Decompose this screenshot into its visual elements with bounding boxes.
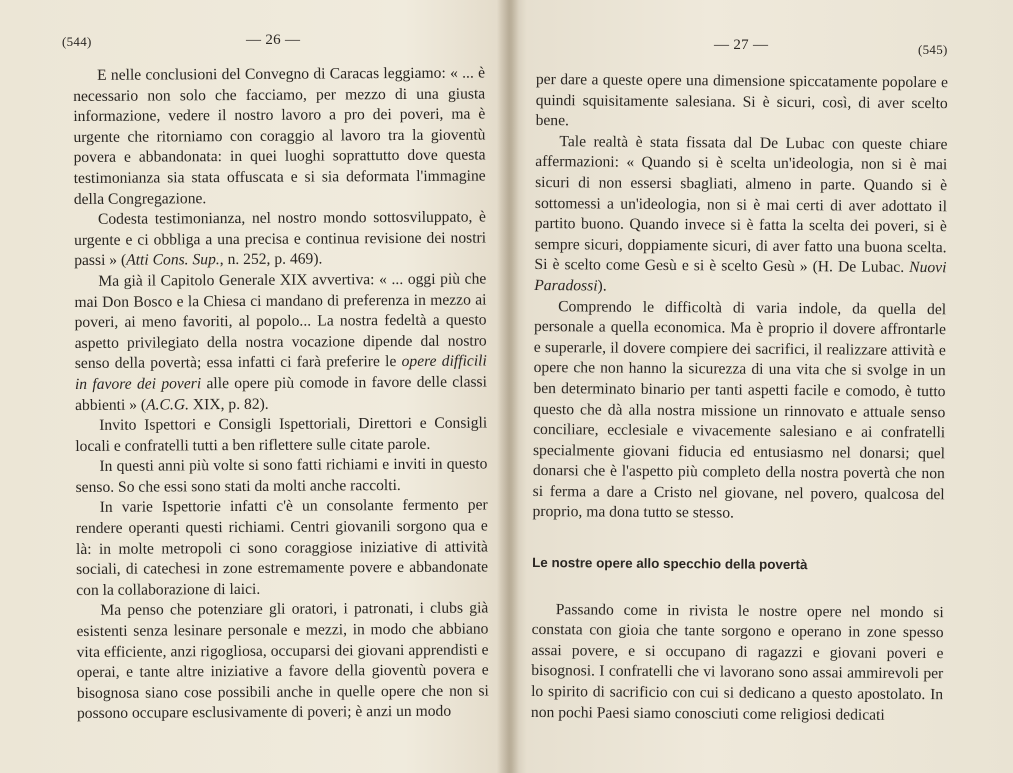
section-heading: Le nostre opere allo specchio della povertà: [532, 555, 808, 573]
paragraph: Invito Ispettori e Consigli Ispettoriali, Direttori e Consigli locali e confratelli tutti a ben riflettere sulle citate parole.: [75, 414, 488, 455]
right-page: [514, 0, 1013, 773]
paragraph: Codesta testimonianza, nel nostro mondo sottosviluppato, è urgente e ci obbliga a una precisa e continua revisione dei nostri passi » (Atti Cons. Sup., n. 252, p. 469).: [74, 208, 487, 270]
right-page-number: — 27 —: [714, 37, 769, 53]
right-page-body: [531, 70, 948, 726]
paragraph: Passando come in rivista le nostre opere nel mondo si constata con gioia che tante sorgono e operano in zone spesso assai povere, e si occupano di ragazzi e giovani poveri e bisognosi. I confratelli che vi lavorano sono assai ammirevoli per lo spirito di sacrificio con cui si dedicano a questo apostolato. In non pochi Paesi siamo conosciuti come religiosi dedicati: [530, 600, 944, 724]
paragraph: Ma già il Capitolo Generale XIX avvertiva: « ... oggi più che mai Don Bosco e la Chiesa ci mandano di preferenza in mezzo ai poveri, ai meno favoriti, al popolo... La nostra fedeltà a questo aspetto privilegiato della nostra vocazione dipende dal nostro senso della povertà; essa infatti ci farà preferire le opere difficili in favore dei poveri alle opere più comode in favore delle classi abbienti » (A.C.G. XIX, p. 82).: [74, 270, 487, 414]
paragraph: per dare a queste opere una dimensione spiccatamente popolare e quindi squisitamente salesiana. Si è sicuri, così, di aver scelto bene.: [535, 70, 948, 130]
left-section-number: (544): [62, 34, 92, 49]
paragraph: Tale realtà è stata fissata dal De Lubac con queste chiare affermazioni: « Quando si è scelta un'ideologia, non si è mai sicuri di non essersi sbagliati, almeno in parte. Quando si è sottomessi a un'ideologia, non si è mai certi di aver adottato il partito buono. Quando invece si è fatta la scelta dei poveri, si è sempre sicuri, doppiamente sicuri, di aver fatto una buona scelta. Si è scelto come Gesù e si è scelto Gesù » (H. De Lubac. Nuovi Paradossi).: [534, 132, 948, 295]
right-section-number: (545): [918, 42, 948, 57]
paragraph: Ma penso che potenziare gli oratori, i patronati, i clubs già esistenti senza lesinare personale e mezzi, in modo che abbiano vita efficiente, anzi rigogliosa, occuparsi dei giovani apprendisti e operai, e tante altre iniziative a favore della gioventù povera e bisognosa siano cose possibili anche in quelle opere che non si possono occupare esclusivamente di poveri; è anzi un modo: [76, 599, 489, 723]
left-page-number: — 26 —: [246, 32, 301, 48]
paragraph: Comprendo le difficoltà di varia indole, da quella del personale a quella economica. Ma è proprio il dovere affrontarle e superarle, il dovere compiere dei sacrifici, il realizzare attività e opere che non hanno la sicurezza di una vita che si svolge in un ben determinato binario per tanti aspetti facile e comodo, è tutto questo che dà alla nostra missione un rinnovato e attuale senso conciliare, ecclesiale e vivacemente salesiano e ai confratelli specialmente giovani fiducia ed entusiasmo nel donarsi; quel donarsi che è l'aspetto più completo della nostra povertà che non si ferma a dare a Cristo nel giovane, nel povero, qualcosa del proprio, ma dona tutto se stesso.: [532, 297, 947, 523]
paragraph: In varie Ispettorie infatti c'è un consolante fermento per rendere operanti questi richiami. Centri giovanili sorgono qua e là: in molte metropoli ci sono coraggiose iniziative di attività sociali, di catechesi in zone estremamente povere e abbandonate con la collaborazione di laici.: [75, 496, 489, 599]
left-page: [0, 0, 500, 773]
paragraph: E nelle conclusioni del Convegno di Caracas leggiamo: « ... è necessario non solo che facciamo, per mezzo di una giusta informazione, vedere il nostro lavoro a pro dei poveri, ma è urgente che ritorniamo con coraggio al lavoro tra la gioventù povera e abbandonata: in quei luoghi soprattutto dove questa testimonianza sia stata offuscata e si sia deformata l'immagine della Congregazione.: [73, 64, 486, 208]
paragraph: In questi anni più volte si sono fatti richiami e inviti in questo senso. So che essi sono stati da molti anche raccolti.: [75, 455, 488, 496]
left-page-body: [73, 63, 489, 725]
